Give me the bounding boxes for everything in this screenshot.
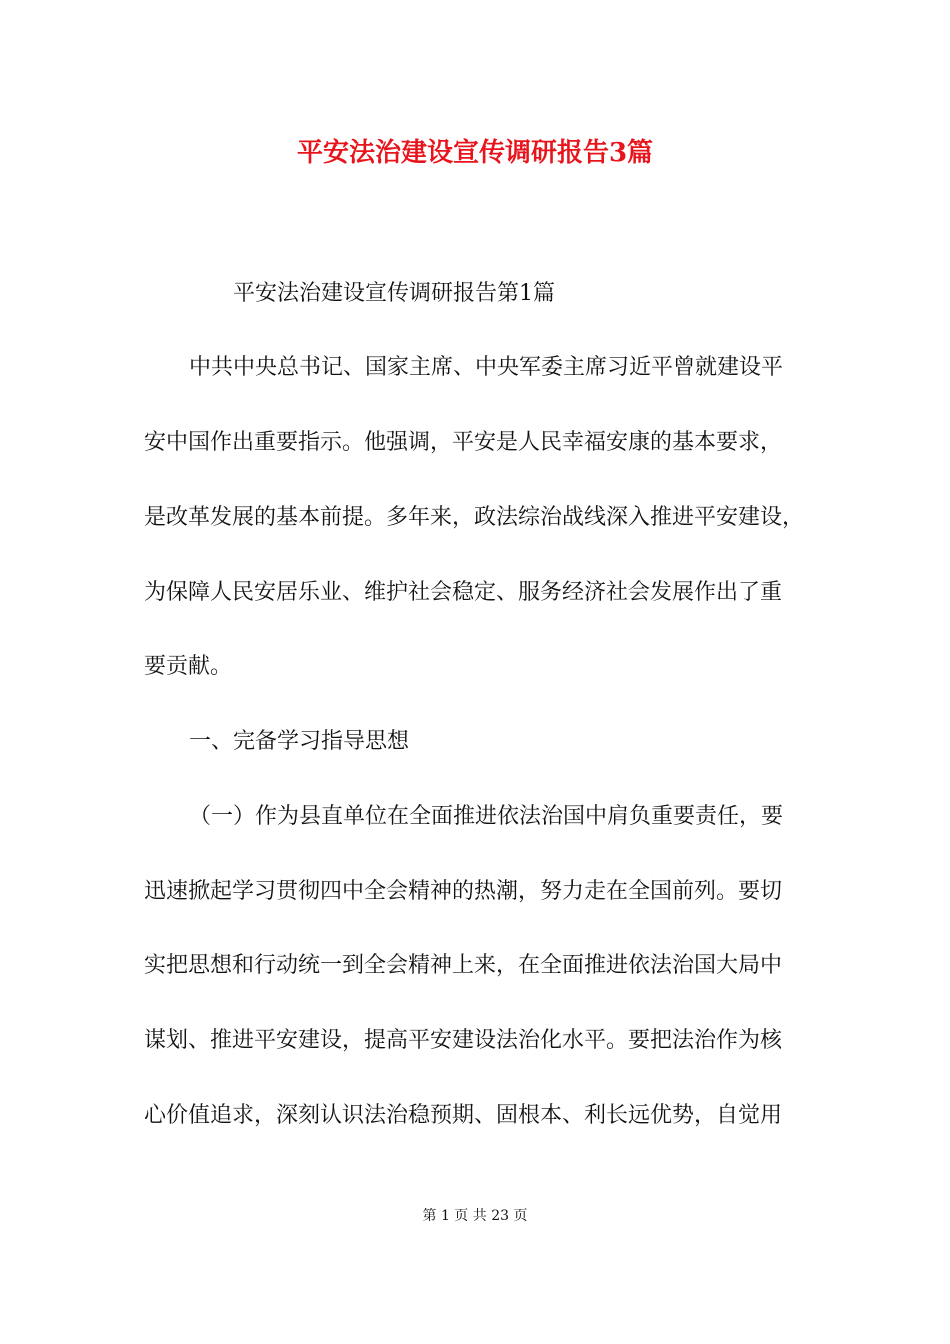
section-heading: 一、完备学习指导思想: [189, 729, 410, 754]
paragraph-line: 中共中央总书记、国家主席、中央军委主席习近平曾就建设平: [189, 355, 784, 380]
paragraph-line: 谋划、推进平安建设，提高平安建设法治化水平。要把法治作为核: [144, 1028, 783, 1053]
section-subtitle: 平安法治建设宣传调研报告第1篇: [233, 281, 555, 306]
paragraph-line: 实把思想和行动统一到全会精神上来，在全面推进依法治国大局中: [144, 953, 783, 978]
document-title: 平安法治建设宣传调研报告3篇: [296, 138, 654, 168]
paragraph-line: 迅速掀起学习贯彻四中全会精神的热潮，努力走在全国前列。要切: [144, 879, 783, 904]
paragraph-line: 为保障人民安居乐业、维护社会稳定、服务经济社会发展作出了重: [144, 580, 783, 605]
paragraph-line: 是改革发展的基本前提。多年来，政法综治战线深入推进平安建设，: [144, 505, 805, 530]
paragraph-line: 要贡献。: [144, 654, 233, 679]
paragraph-line: 安中国作出重要指示。他强调，平安是人民幸福安康的基本要求，: [144, 430, 783, 455]
paragraph-line: （一）作为县直单位在全面推进依法治国中肩负重要责任，要: [189, 804, 784, 829]
page-number-footer: 第 1 页 共 23 页: [422, 1208, 528, 1224]
paragraph-line: 心价值追求，深刻认识法治稳预期、固根本、利长远优势，自觉用: [144, 1103, 783, 1128]
